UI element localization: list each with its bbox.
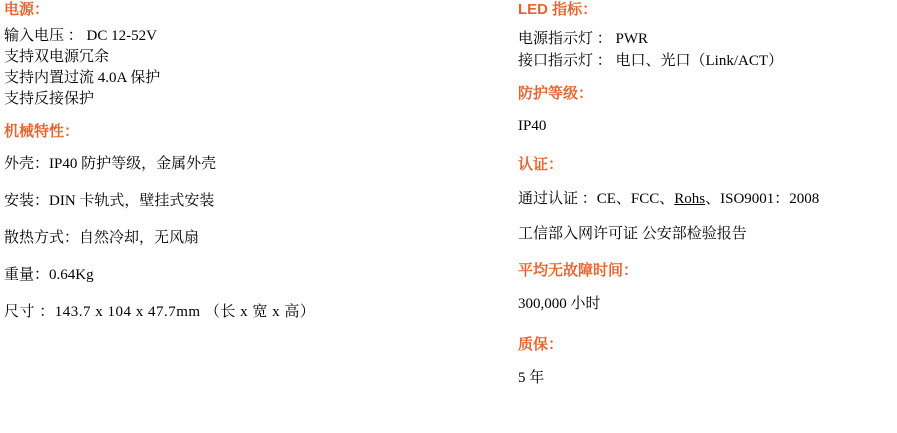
certification-line-1 — [518, 189, 893, 210]
power-heading: 电源： — [4, 1, 50, 18]
led-heading: LED 指标： — [518, 1, 598, 18]
certification-rohs: Rohs — [674, 191, 706, 207]
led-section — [518, 0, 893, 72]
mechanical-section — [4, 122, 504, 323]
warranty-heading: 质保： — [518, 336, 564, 353]
mtbf-section — [518, 261, 893, 315]
mechanical-heading: 机械特性： — [4, 123, 80, 140]
power-line-4: 支持反接保护 — [4, 91, 95, 107]
right-column — [518, 0, 893, 389]
led-line-2: 接口指示灯 ： 电口、光口（Link/ACT） — [518, 53, 783, 69]
led-line-1: 电源指示灯 ： PWR — [518, 31, 649, 47]
warranty-section — [518, 335, 893, 389]
power-line-2: 支持双电源冗余 — [4, 49, 110, 65]
mechanical-line-3: 散热方式：自然冷却，无风扇 — [4, 230, 200, 246]
certification-line-1-post: 、ISO9001：2008 — [705, 191, 820, 207]
mechanical-line-5: 尺寸 ：143.7 x 104 x 47.7mm （长 x 宽 x 高） — [4, 304, 316, 320]
mechanical-line-2: 安装：DIN 卡轨式，壁挂式安装 — [4, 193, 215, 209]
certification-line-2: 工信部入网许可证 公安部检验报告 — [518, 226, 747, 242]
power-line-3: 支持内置过流 4.0A 保护 — [4, 70, 161, 86]
certification-section — [518, 155, 893, 245]
protection-section — [518, 84, 893, 137]
warranty-value: 5 年 — [518, 370, 545, 386]
certification-line-1-pre: 通过认证 ：CE、FCC、 — [518, 191, 675, 207]
mtbf-value: 300,000 小时 — [518, 296, 601, 312]
certification-heading: 认证： — [518, 156, 564, 173]
mechanical-line-4: 重量：0.64Kg — [4, 267, 94, 283]
mechanical-line-1: 外壳：IP40 防护等级，金属外壳 — [4, 156, 217, 172]
mtbf-heading: 平均无故障时间： — [518, 262, 639, 279]
left-column — [4, 0, 504, 323]
protection-heading: 防护等级： — [518, 85, 594, 102]
power-section — [4, 0, 504, 110]
power-line-1: 输入电压 ： DC 12-52V — [4, 28, 157, 44]
protection-value: IP40 — [518, 118, 547, 134]
